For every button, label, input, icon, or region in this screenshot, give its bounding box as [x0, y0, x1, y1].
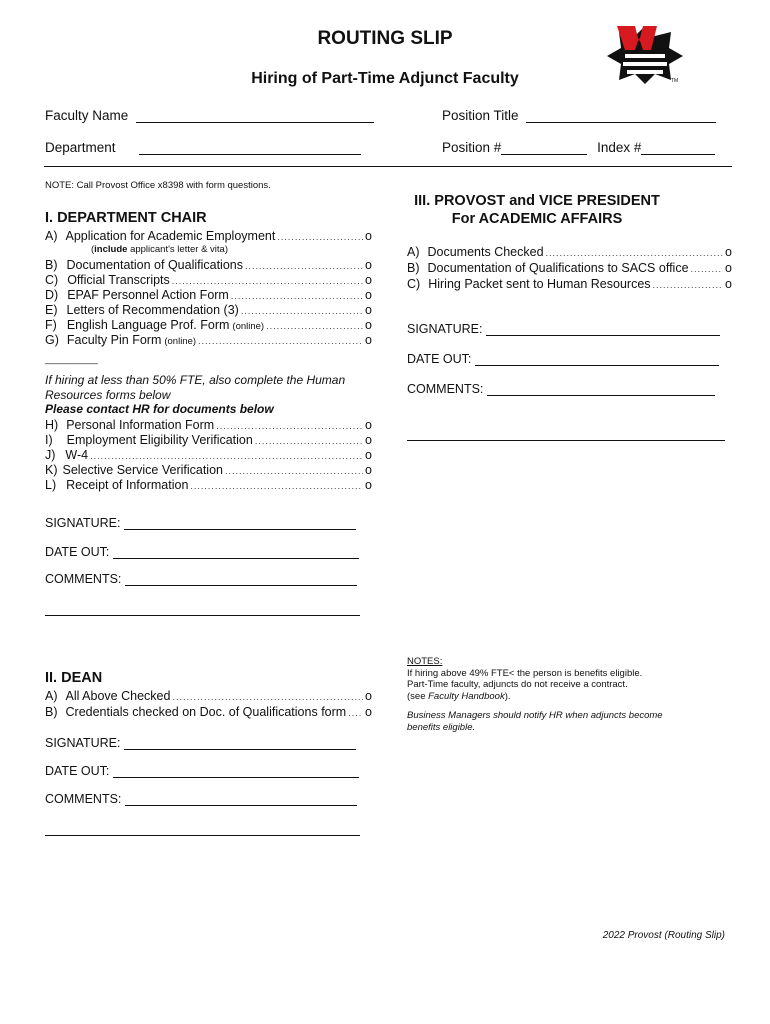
checkbox-icon[interactable]: o — [365, 229, 372, 243]
dean-checklist — [45, 687, 372, 719]
dean-signature-field[interactable]: SIGNATURE: — [45, 735, 356, 750]
checkbox-icon[interactable]: o — [365, 418, 372, 432]
uwa-logo-icon — [605, 24, 685, 86]
checkbox-icon[interactable]: o — [365, 273, 372, 287]
position-number-label: Position # — [442, 140, 502, 155]
chair-comments-line[interactable] — [45, 601, 360, 616]
position-title-line[interactable] — [526, 108, 716, 123]
checkbox-icon[interactable]: o — [365, 433, 372, 447]
position-title-field[interactable] — [442, 108, 716, 123]
checklist-item[interactable]: G) Faculty Pin Form (online) ..... o — [45, 332, 372, 347]
checkbox-icon[interactable]: o — [725, 277, 732, 291]
checklist-item[interactable]: J) W-4 ..... o — [45, 447, 372, 462]
checklist-item[interactable]: A) Application for Academic Employment ..... o — [45, 228, 372, 243]
provost-date-out-field[interactable]: DATE OUT: — [407, 351, 719, 366]
faculty-name-label: Faculty Name — [45, 108, 129, 123]
position-title-label: Position Title — [442, 108, 519, 123]
page-subtitle: Hiring of Part-Time Adjunct Faculty — [251, 70, 519, 87]
checkbox-icon[interactable]: o — [365, 333, 372, 347]
department-field[interactable] — [45, 140, 361, 155]
checklist-item[interactable]: C) Official Transcripts ..... o — [45, 272, 372, 287]
faculty-name-line[interactable] — [136, 108, 374, 123]
checklist-item[interactable]: B) Credentials checked on Doc. of Qualifications form ..... o — [45, 703, 372, 719]
footer-note: 2022 Provost (Routing Slip) — [602, 930, 725, 941]
department-label: Department — [45, 140, 116, 155]
department-chair-checklist — [45, 228, 372, 347]
checklist-item[interactable]: I) Employment Eligibility Verification ..... o — [45, 432, 372, 447]
provost-checklist — [407, 243, 732, 291]
header-divider — [44, 166, 732, 167]
chair-comments-field[interactable]: COMMENTS: — [45, 571, 357, 586]
chair-signature-field[interactable]: SIGNATURE: — [45, 515, 356, 530]
hr-checklist — [45, 417, 372, 492]
checklist-item[interactable]: L) Receipt of Information ..... o — [45, 477, 372, 492]
checklist-item[interactable]: H) Personal Information Form ..... o — [45, 417, 372, 432]
provost-signature-field[interactable]: SIGNATURE: — [407, 321, 720, 336]
svg-text:TM: TM — [671, 78, 679, 84]
checkbox-icon[interactable]: o — [365, 478, 372, 492]
dean-comments-field[interactable]: COMMENTS: — [45, 791, 357, 806]
checklist-item[interactable]: B) Documentation of Qualifications ..... o — [45, 257, 372, 272]
notes-block: NOTES: If hiring above 49% FTE< the person is benefits eligible. Part-Time faculty, adjuncts do not receive a contract. (see Faculty Handbook). Business Managers should notify HR when adjuncts become benefits eligible. — [407, 656, 727, 733]
checkbox-icon[interactable]: o — [365, 705, 372, 719]
dean-comments-line[interactable] — [45, 821, 360, 836]
section-provost-heading: III. PROVOST and VICE PRESIDENT For ACADEMIC AFFAIRS — [414, 193, 660, 227]
include-note: (include applicant's letter & vita) — [91, 244, 228, 255]
checklist-item[interactable]: C) Hiring Packet sent to Human Resources ..... o — [407, 275, 732, 291]
position-number-field[interactable] — [442, 140, 715, 155]
index-number-line[interactable] — [641, 140, 715, 155]
checkbox-icon[interactable]: o — [725, 261, 732, 275]
page-title: ROUTING SLIP — [317, 28, 453, 49]
checklist-item[interactable]: F) English Language Prof. Form (online) ..... o — [45, 317, 372, 332]
provost-comments-line[interactable] — [407, 426, 725, 441]
chair-date-out-field[interactable]: DATE OUT: — [45, 544, 359, 559]
checklist-item[interactable]: D) EPAF Personnel Action Form ..... o — [45, 287, 372, 302]
checkbox-icon[interactable]: o — [365, 318, 372, 332]
dean-date-out-field[interactable]: DATE OUT: — [45, 763, 359, 778]
checklist-item[interactable]: B) Documentation of Qualifications to SACS office ..... o — [407, 259, 732, 275]
provost-note: NOTE: Call Provost Office x8398 with form questions. — [45, 180, 271, 191]
checklist-item[interactable]: K) Selective Service Verification ..... o — [45, 462, 372, 477]
separator: __________ — [45, 354, 98, 365]
position-number-line[interactable] — [501, 140, 587, 155]
checklist-item[interactable]: A) All Above Checked ..... o — [45, 687, 372, 703]
checklist-item[interactable]: E) Letters of Recommendation (3) ..... o — [45, 302, 372, 317]
checkbox-icon[interactable]: o — [725, 245, 732, 259]
hr-note: If hiring at less than 50% FTE, also complete the Human Resources forms below — [45, 373, 346, 402]
checklist-item[interactable]: A) Documents Checked ..... o — [407, 243, 732, 259]
notes-heading: NOTES: — [407, 656, 443, 667]
index-number-label: Index # — [597, 140, 642, 155]
provost-comments-field[interactable]: COMMENTS: — [407, 381, 715, 396]
checkbox-icon[interactable]: o — [365, 463, 372, 477]
hr-contact-note: Please contact HR for documents below — [45, 402, 274, 416]
faculty-name-field[interactable] — [45, 108, 374, 123]
checkbox-icon[interactable]: o — [365, 689, 372, 703]
checkbox-icon[interactable]: o — [365, 303, 372, 317]
section-department-chair-heading: I. DEPARTMENT CHAIR — [45, 210, 207, 226]
section-dean-heading: II. DEAN — [45, 670, 103, 686]
department-line[interactable] — [139, 140, 361, 155]
checkbox-icon[interactable]: o — [365, 288, 372, 302]
checkbox-icon[interactable]: o — [365, 258, 372, 272]
checkbox-icon[interactable]: o — [365, 448, 372, 462]
